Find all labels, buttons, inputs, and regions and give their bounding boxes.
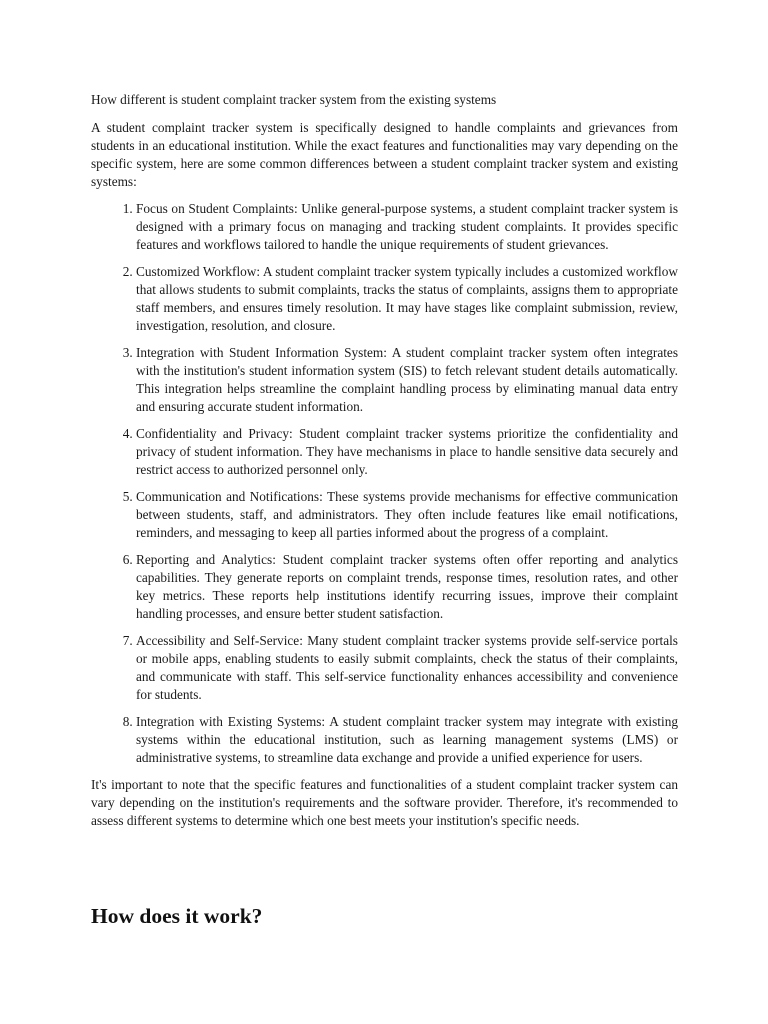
list-item: 8. Integration with Existing Systems: A student complaint tracker system may integrate with existing systems within the educational institution, such as learning management systems (LMS) or administrative systems, to streamline data exchange and provide a unified experience for users.: [136, 713, 678, 767]
question-line: How different is student complaint tracker system from the existing systems: [91, 92, 497, 107]
list-item: 6. Reporting and Analytics: Student complaint tracker systems often offer reporting and analytics capabilities. They generate reports on complaint trends, response times, resolution rates, and other key metrics. These reports help institutions identify recurring issues, improve their complaint handling processes, and ensure better student satisfaction.: [136, 551, 678, 623]
list-item: 2. Customized Workflow: A student complaint tracker system typically includes a customized workflow that allows students to submit complaints, tracks the status of complaints, assigns them to appropriate staff members, and ensures timely resolution. It may have stages like complaint submission, review, investigation, resolution, and closure.: [136, 263, 678, 335]
list-item: 4. Confidentiality and Privacy: Student complaint tracker systems prioritize the confidentiality and privacy of student information. They have mechanisms in place to handle sensitive data securely and restrict access to authorized personnel only.: [136, 425, 678, 479]
list-item: 3. Integration with Student Information System: A student complaint tracker system often integrates with the institution's student information system (SIS) to fetch relevant student details automatically. This integration helps streamline the complaint handling process by eliminating manual data entry and ensuring accurate student information.: [136, 344, 678, 416]
document-body: [91, 91, 678, 839]
conclusion-paragraph: It's important to note that the specific features and functionalities of a student complaint tracker system can vary depending on the institution's requirements and the software provider. Therefore, it's recommended to assess different systems to determine which one best meets your institution's specific needs.: [91, 777, 678, 828]
section-heading: How does it work?: [91, 904, 263, 928]
list-item: 1. Focus on Student Complaints: Unlike general-purpose systems, a student complaint tracker system is designed with a primary focus on managing and tracking student complaints. It provides specific features and workflows tailored to handle the unique requirements of student grievances.: [136, 200, 678, 254]
intro-paragraph: A student complaint tracker system is specifically designed to handle complaints and grievances from students in an educational institution. While the exact features and functionalities may vary depending on the specific system, here are some common differences between a student complaint tracker system and existing systems:: [91, 120, 678, 189]
list-item: 7. Accessibility and Self-Service: Many student complaint tracker systems provide self-service portals or mobile apps, enabling students to easily submit complaints, check the status of their complaints, and communicate with staff. This self-service functionality enhances accessibility and convenience for students.: [136, 632, 678, 704]
list-item: 5. Communication and Notifications: These systems provide mechanisms for effective communication between students, staff, and administrators. They often include features like email notifications, reminders, and messaging to keep all parties informed about the progress of a complaint.: [136, 488, 678, 542]
differences-list: [91, 200, 678, 767]
